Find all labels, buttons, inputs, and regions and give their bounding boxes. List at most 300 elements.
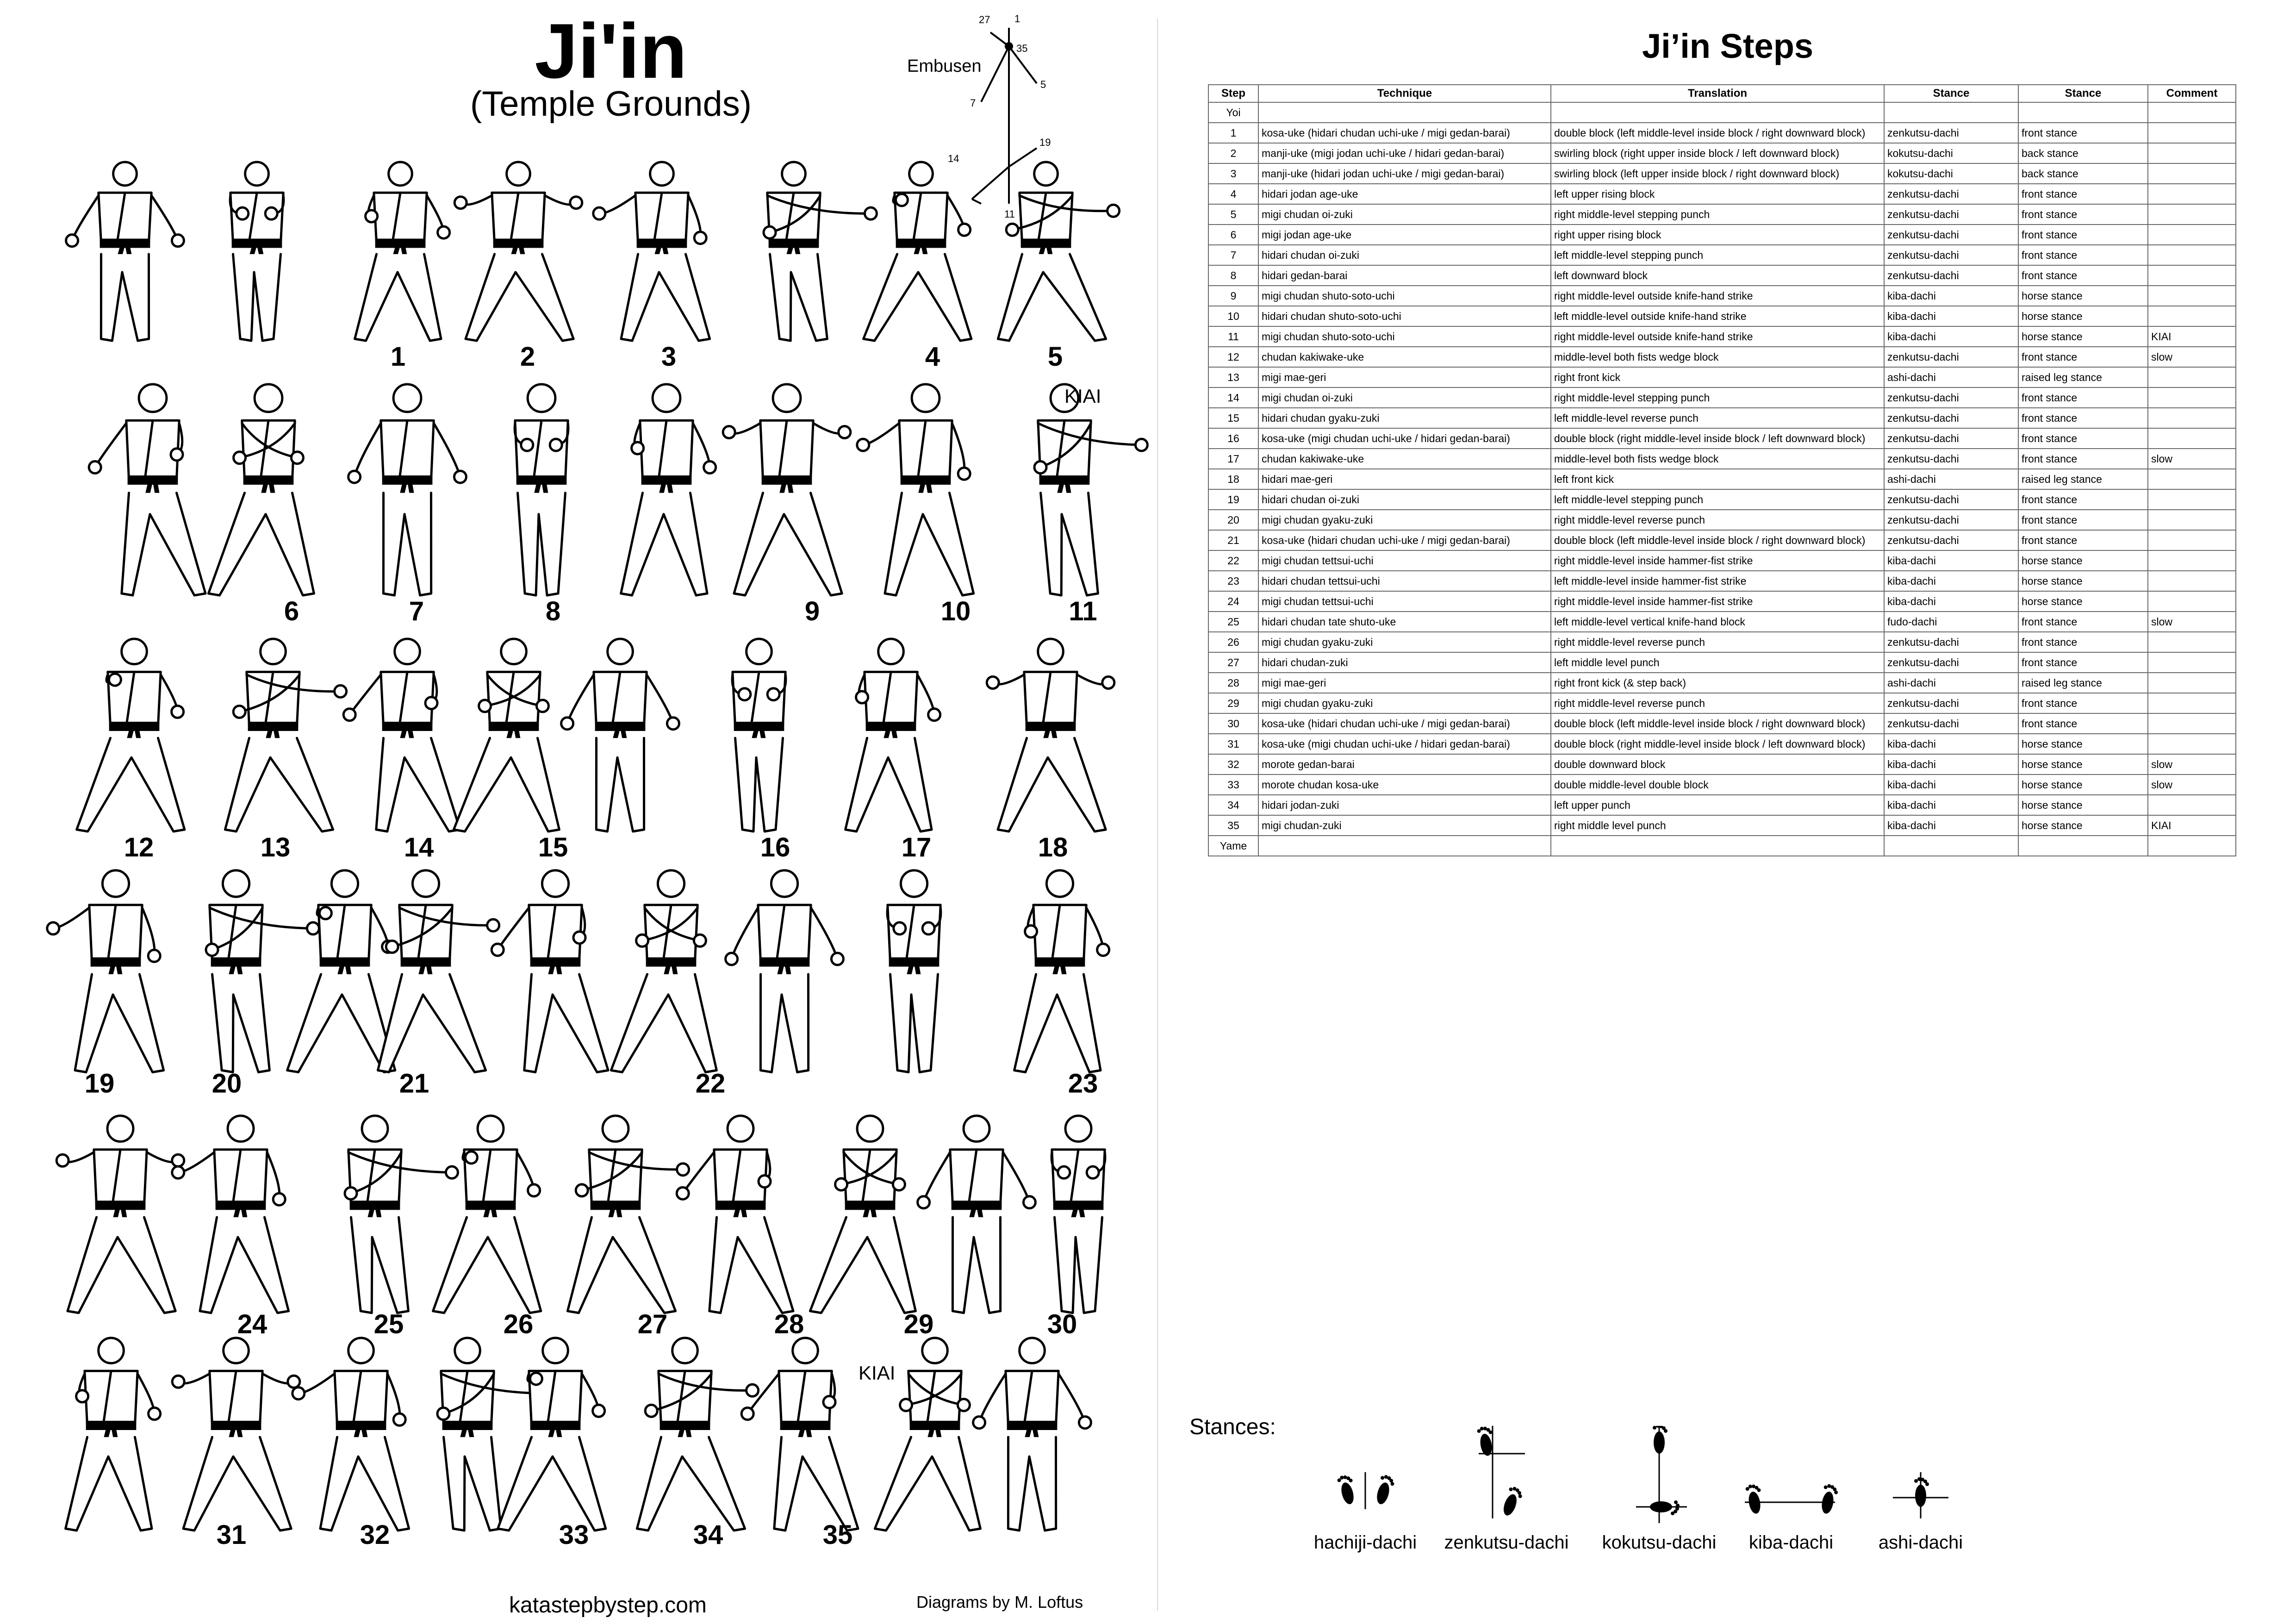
table-row [1208,245,2236,265]
figure-number: 25 [373,1309,404,1339]
header-technique: Technique [1258,85,1551,102]
cell-comment [2148,408,2236,428]
cell-stance-japanese: kiba-dachi [1884,550,2018,571]
kata-subtitle: (Temple Grounds) [470,84,752,124]
cell-comment: slow [2148,449,2236,469]
cell-comment [2148,265,2236,286]
cell-step: Yoi [1208,102,1258,123]
embusen-marker: 14 [948,153,959,164]
figure-number: 26 [503,1309,534,1339]
cell-stance-english: front stance [2018,225,2148,245]
cell-stance-japanese: zenkutsu-dachi [1884,408,2018,428]
kata-title: Ji'in [535,7,687,94]
cell-comment [2148,571,2236,591]
cell-comment: KIAI [2148,815,2236,836]
cell-stance-english: horse stance [2018,591,2148,612]
cell-step: 6 [1208,225,1258,245]
karate-figure-icon [1052,1116,1105,1313]
cell-stance-english: front stance [2018,245,2148,265]
cell-stance-english: front stance [2018,265,2148,286]
cell-technique: hidari chudan oi-zuki [1258,489,1551,510]
cell-comment: slow [2148,347,2236,367]
stance-label: kiba-dachi [1748,1532,1834,1553]
cell-stance-japanese: kiba-dachi [1884,734,2018,754]
footer-site: katastepbystep.com [509,1593,707,1618]
header-comment: Comment [2148,85,2236,102]
cell-technique: kosa-uke (hidari chudan uchi-uke / migi gedan-barai) [1258,530,1551,550]
footprint-icon [1819,1483,1839,1515]
cell-step: 19 [1208,489,1258,510]
cell-stance-japanese: kiba-dachi [1884,815,2018,836]
footer-credit: Diagrams by M. Loftus [916,1593,1083,1612]
kata-steps-panel [1159,0,2296,1624]
embusen-marker: 5 [1040,79,1046,90]
cell-step: 8 [1208,265,1258,286]
embusen-marker: 1 [1014,13,1020,25]
karate-figure-icon [723,384,851,595]
cell-translation: middle-level both fists wedge block [1551,449,1884,469]
cell-stance-japanese: kiba-dachi [1884,326,2018,347]
karate-figure-icon [89,384,205,595]
cell-technique: migi chudan oi-zuki [1258,387,1551,408]
karate-figure-icon [567,1116,689,1313]
figure-number: 8 [545,596,561,626]
cell-stance-japanese [1884,836,2018,856]
cell-translation: left middle-level inside hammer-fist strike [1551,571,1884,591]
table-row [1208,225,2236,245]
cell-comment [2148,693,2236,713]
cell-translation: right middle-level inside hammer-fist strike [1551,591,1884,612]
karate-figure-icon [764,162,877,341]
kiai-label-35: KIAI [859,1362,896,1384]
cell-translation: double block (right middle-level inside block / left downward block) [1551,428,1884,449]
table-row [1208,693,2236,713]
cell-technique: hidari chudan gyaku-zuki [1258,408,1551,428]
stance-label: ashi-dachi [1878,1532,1963,1553]
karate-figure-icon [741,1338,858,1530]
cell-stance-english: raised leg stance [2018,673,2148,693]
cell-stance-english: horse stance [2018,326,2148,347]
cell-translation: double block (right middle-level inside block / left downward block) [1551,734,1884,754]
table-row [1208,550,2236,571]
figure-number: 23 [1068,1068,1098,1099]
karate-figure-icon [437,1338,550,1530]
table-row [1208,163,2236,184]
cell-comment [2148,591,2236,612]
karate-figure-icon [677,1116,793,1313]
table-row [1208,775,2236,795]
cell-stance-japanese: kiba-dachi [1884,795,2018,815]
cell-technique: kosa-uke (migi chudan uchi-uke / hidari gedan-barai) [1258,428,1551,449]
figure-number: 6 [284,596,299,626]
header-step: Step [1208,85,1258,102]
karate-figure-icon [66,162,184,341]
figure-number: 17 [901,832,932,862]
cell-stance-japanese: ashi-dachi [1884,469,2018,489]
cell-step: 28 [1208,673,1258,693]
karate-figure-icon [225,639,346,831]
cell-comment [2148,734,2236,754]
karate-figure-icon [77,639,185,831]
header-stance-english: Stance [2018,85,2148,102]
embusen-marker: 35 [1016,43,1028,54]
karate-figure-icon [66,1338,161,1530]
cell-stance-english [2018,836,2148,856]
figure-number: 3 [661,342,677,372]
karate-figure-icon [454,162,582,341]
cell-step: 18 [1208,469,1258,489]
karate-figure-icon [998,162,1119,341]
cell-step: 34 [1208,795,1258,815]
figure-number: 30 [1047,1309,1077,1339]
kiai-label-11: KIAI [1064,385,1101,407]
footprint-icon [1500,1485,1524,1518]
cell-technique: morote gedan-barai [1258,754,1551,775]
table-row [1208,754,2236,775]
karate-figure-icon [292,1338,409,1530]
cell-step: 4 [1208,184,1258,204]
karate-figure-icon [611,870,716,1072]
karate-figure-icon [172,1116,289,1313]
cell-stance-english: front stance [2018,632,2148,652]
cell-step: 31 [1208,734,1258,754]
figure-number: 14 [404,832,434,862]
steps-table [1208,84,2236,856]
cell-comment [2148,204,2236,225]
karate-figure-icon [355,162,450,341]
cell-stance-japanese: ashi-dachi [1884,367,2018,387]
cell-stance-english: front stance [2018,449,2148,469]
cell-translation: middle-level both fists wedge block [1551,347,1884,367]
table-row [1208,734,2236,754]
karate-figure-icon [492,870,608,1072]
figure-number: 34 [693,1520,723,1550]
karate-figure-icon [56,1116,184,1313]
cell-technique: migi chudan gyaku-zuki [1258,632,1551,652]
cell-stance-japanese: kiba-dachi [1884,591,2018,612]
table-row [1208,143,2236,163]
cell-stance-english: horse stance [2018,815,2148,836]
cell-step: 29 [1208,693,1258,713]
cell-translation: double block (left middle-level inside block / right downward block) [1551,123,1884,143]
figure-number: 29 [903,1309,934,1339]
karate-figure-icon [864,162,971,341]
table-row [1208,836,2236,856]
cell-step: 14 [1208,387,1258,408]
cell-technique: migi jodan age-uke [1258,225,1551,245]
table-row [1208,428,2236,449]
cell-stance-japanese: kiba-dachi [1884,571,2018,591]
table-row [1208,489,2236,510]
figure-number: 35 [822,1520,853,1550]
cell-comment [2148,184,2236,204]
karate-figure-icon [172,1338,300,1530]
karate-figure-icon [454,639,559,831]
cell-technique: hidari chudan tate shuto-uke [1258,612,1551,632]
footprint-icon [1653,1426,1668,1454]
cell-translation: swirling block (left upper inside block / right downward block) [1551,163,1884,184]
table-row [1208,632,2236,652]
cell-stance-japanese: zenkutsu-dachi [1884,489,2018,510]
cell-translation: left upper punch [1551,795,1884,815]
table-row [1208,367,2236,387]
cell-stance-japanese: zenkutsu-dachi [1884,428,2018,449]
figure-number: 27 [637,1309,668,1339]
table-row [1208,265,2236,286]
cell-stance-english: front stance [2018,693,2148,713]
figure-number: 33 [559,1520,589,1550]
cell-stance-japanese: zenkutsu-dachi [1884,387,2018,408]
karate-figure-icon [230,162,284,341]
cell-stance-japanese: kiba-dachi [1884,286,2018,306]
cell-translation: left middle-level reverse punch [1551,408,1884,428]
cell-step: 35 [1208,815,1258,836]
cell-translation: left middle level punch [1551,652,1884,673]
stance-hachiji-dachi [1314,1472,1417,1553]
cell-step: 10 [1208,306,1258,326]
cell-stance-english: front stance [2018,713,2148,734]
figure-number: 4 [925,342,940,372]
header-translation: Translation [1551,85,1884,102]
cell-translation: right front kick (& step back) [1551,673,1884,693]
cell-technique: migi chudan gyaku-zuki [1258,510,1551,530]
karate-figure-icon [857,384,974,595]
cell-translation: double block (left middle-level inside block / right downward block) [1551,530,1884,550]
table-row [1208,326,2236,347]
cell-step: 16 [1208,428,1258,449]
karate-figure-icon [732,639,786,831]
table-row [1208,204,2236,225]
cell-stance-english: back stance [2018,163,2148,184]
cell-technique: manji-uke (hidari jodan uchi-uke / migi gedan-barai) [1258,163,1551,184]
cell-comment [2148,795,2236,815]
cell-technique: kosa-uke (hidari chudan uchi-uke / migi gedan-barai) [1258,123,1551,143]
cell-stance-japanese: zenkutsu-dachi [1884,265,2018,286]
cell-step: 25 [1208,612,1258,632]
cell-step: 22 [1208,550,1258,571]
karate-figure-icon [1014,870,1109,1072]
karate-figure-icon [1034,384,1147,595]
cell-step: 26 [1208,632,1258,652]
cell-translation: right middle-level reverse punch [1551,632,1884,652]
cell-translation: double block (left middle-level inside block / right downward block) [1551,713,1884,734]
cell-translation: right middle-level stepping punch [1551,387,1884,408]
embusen-marker: 11 [1004,208,1015,220]
karate-figure-icon [208,384,314,595]
footprint-icon [1914,1477,1929,1507]
figure-number: 22 [695,1068,726,1099]
karate-figure-icon [726,870,844,1072]
cell-stance-english: raised leg stance [2018,367,2148,387]
table-row [1208,449,2236,469]
figure-number: 15 [538,832,568,862]
footprint-icon [1650,1500,1680,1515]
figure-number: 32 [360,1520,390,1550]
cell-stance-english: front stance [2018,510,2148,530]
cell-step: 3 [1208,163,1258,184]
cell-step: 33 [1208,775,1258,795]
cell-stance-japanese: zenkutsu-dachi [1884,632,2018,652]
cell-step: Yame [1208,836,1258,856]
cell-stance-japanese: kiba-dachi [1884,306,2018,326]
table-row [1208,652,2236,673]
table-row [1208,713,2236,734]
cell-stance-english: front stance [2018,408,2148,428]
kata-figures [0,148,1157,1555]
stance-label: hachiji-dachi [1313,1532,1417,1553]
karate-figure-icon [433,1116,541,1313]
cell-technique: migi chudan-zuki [1258,815,1551,836]
karate-figure-icon [621,384,716,595]
cell-stance-english: raised leg stance [2018,469,2148,489]
cell-translation [1551,836,1884,856]
stance-zenkutsu-dachi [1444,1426,1568,1553]
cell-translation: left middle-level stepping punch [1551,489,1884,510]
cell-comment [2148,143,2236,163]
cell-stance-english: front stance [2018,652,2148,673]
cell-comment: slow [2148,775,2236,795]
table-row [1208,571,2236,591]
stance-kiba-dachi [1745,1483,1839,1553]
karate-figure-icon [593,162,710,341]
cell-stance-japanese: zenkutsu-dachi [1884,510,2018,530]
cell-stance-japanese [1884,102,2018,123]
cell-stance-english: horse stance [2018,571,2148,591]
cell-step: 12 [1208,347,1258,367]
table-row [1208,102,2236,123]
cell-stance-english: horse stance [2018,734,2148,754]
cell-step: 1 [1208,123,1258,143]
cell-comment [2148,387,2236,408]
table-row [1208,286,2236,306]
cell-technique: migi mae-geri [1258,673,1551,693]
cell-technique: manji-uke (migi jodan uchi-uke / hidari gedan-barai) [1258,143,1551,163]
figure-number: 18 [1038,832,1068,862]
cell-translation: right middle-level reverse punch [1551,693,1884,713]
cell-translation: right upper rising block [1551,225,1884,245]
table-row [1208,530,2236,550]
cell-step: 24 [1208,591,1258,612]
table-row [1208,306,2236,326]
cell-technique: hidari chudan tettsui-uchi [1258,571,1551,591]
karate-figure-icon [378,870,499,1072]
cell-technique: kosa-uke (hidari chudan uchi-uke / migi gedan-barai) [1258,713,1551,734]
figure-number: 28 [774,1309,804,1339]
table-row [1208,408,2236,428]
stance-ashi-dachi [1879,1472,1963,1553]
table-row [1208,469,2236,489]
cell-stance-japanese: ashi-dachi [1884,673,2018,693]
cell-step: 13 [1208,367,1258,387]
cell-translation: right middle level punch [1551,815,1884,836]
karate-figure-icon [47,870,164,1072]
cell-technique: migi chudan shuto-soto-uchi [1258,286,1551,306]
cell-stance-english: horse stance [2018,550,2148,571]
cell-stance-japanese: fudo-dachi [1884,612,2018,632]
cell-comment [2148,123,2236,143]
karate-figure-icon [887,870,941,1072]
cell-translation: left downward block [1551,265,1884,286]
stances-legend [1312,1426,2122,1579]
cell-technique: hidari jodan age-uke [1258,184,1551,204]
cell-stance-japanese: zenkutsu-dachi [1884,713,2018,734]
cell-technique: hidari gedan-barai [1258,265,1551,286]
embusen-label: Embusen [907,56,982,76]
karate-figure-icon [348,384,467,595]
cell-stance-english: back stance [2018,143,2148,163]
cell-comment [2148,632,2236,652]
cell-translation: left middle-level vertical knife-hand block [1551,612,1884,632]
karate-figure-icon [343,639,460,831]
steps-title: Ji’in Steps [1642,27,1814,65]
cell-comment: KIAI [2148,326,2236,347]
cell-translation: right middle-level outside knife-hand strike [1551,286,1884,306]
cell-stance-english: front stance [2018,387,2148,408]
cell-stance-japanese: zenkutsu-dachi [1884,652,2018,673]
cell-stance-japanese: zenkutsu-dachi [1884,245,2018,265]
cell-technique: morote chudan kosa-uke [1258,775,1551,795]
cell-stance-japanese: kokutsu-dachi [1884,143,2018,163]
figure-number: 19 [84,1068,115,1099]
footprint-icon [1337,1473,1358,1505]
cell-step: 9 [1208,286,1258,306]
stances-heading: Stances: [1189,1415,1276,1439]
figure-number: 24 [237,1309,268,1339]
cell-stance-english: horse stance [2018,795,2148,815]
stance-label: zenkutsu-dachi [1444,1532,1569,1553]
cell-stance-english: horse stance [2018,754,2148,775]
cell-step: 20 [1208,510,1258,530]
cell-translation: right middle-level outside knife-hand strike [1551,326,1884,347]
cell-translation: double middle-level double block [1551,775,1884,795]
table-row [1208,815,2236,836]
karate-figure-icon [498,1338,606,1530]
cell-stance-japanese: zenkutsu-dachi [1884,693,2018,713]
footprint-icon [1476,1426,1496,1457]
table-row [1208,591,2236,612]
cell-stance-japanese: kokutsu-dachi [1884,163,2018,184]
cell-comment [2148,102,2236,123]
cell-comment [2148,163,2236,184]
cell-comment [2148,245,2236,265]
cell-comment [2148,225,2236,245]
cell-step: 21 [1208,530,1258,550]
cell-stance-english [2018,102,2148,123]
table-row [1208,673,2236,693]
cell-step: 15 [1208,408,1258,428]
figure-number: 16 [760,832,790,862]
karate-figure-icon [345,1116,458,1313]
cell-technique [1258,102,1551,123]
cell-technique: migi chudan oi-zuki [1258,204,1551,225]
cell-translation: left middle-level outside knife-hand strike [1551,306,1884,326]
cell-step: 7 [1208,245,1258,265]
figure-number: 5 [1047,342,1063,372]
cell-technique: hidari chudan oi-zuki [1258,245,1551,265]
figure-number: 12 [124,832,154,862]
karate-figure-icon [287,870,395,1072]
cell-translation: left upper rising block [1551,184,1884,204]
cell-comment [2148,713,2236,734]
cell-step: 23 [1208,571,1258,591]
cell-stance-japanese: zenkutsu-dachi [1884,449,2018,469]
cell-stance-japanese: zenkutsu-dachi [1884,123,2018,143]
cell-stance-english: front stance [2018,612,2148,632]
cell-stance-japanese: zenkutsu-dachi [1884,347,2018,367]
stance-label: kokutsu-dachi [1602,1532,1717,1553]
cell-step: 32 [1208,754,1258,775]
cell-comment [2148,367,2236,387]
